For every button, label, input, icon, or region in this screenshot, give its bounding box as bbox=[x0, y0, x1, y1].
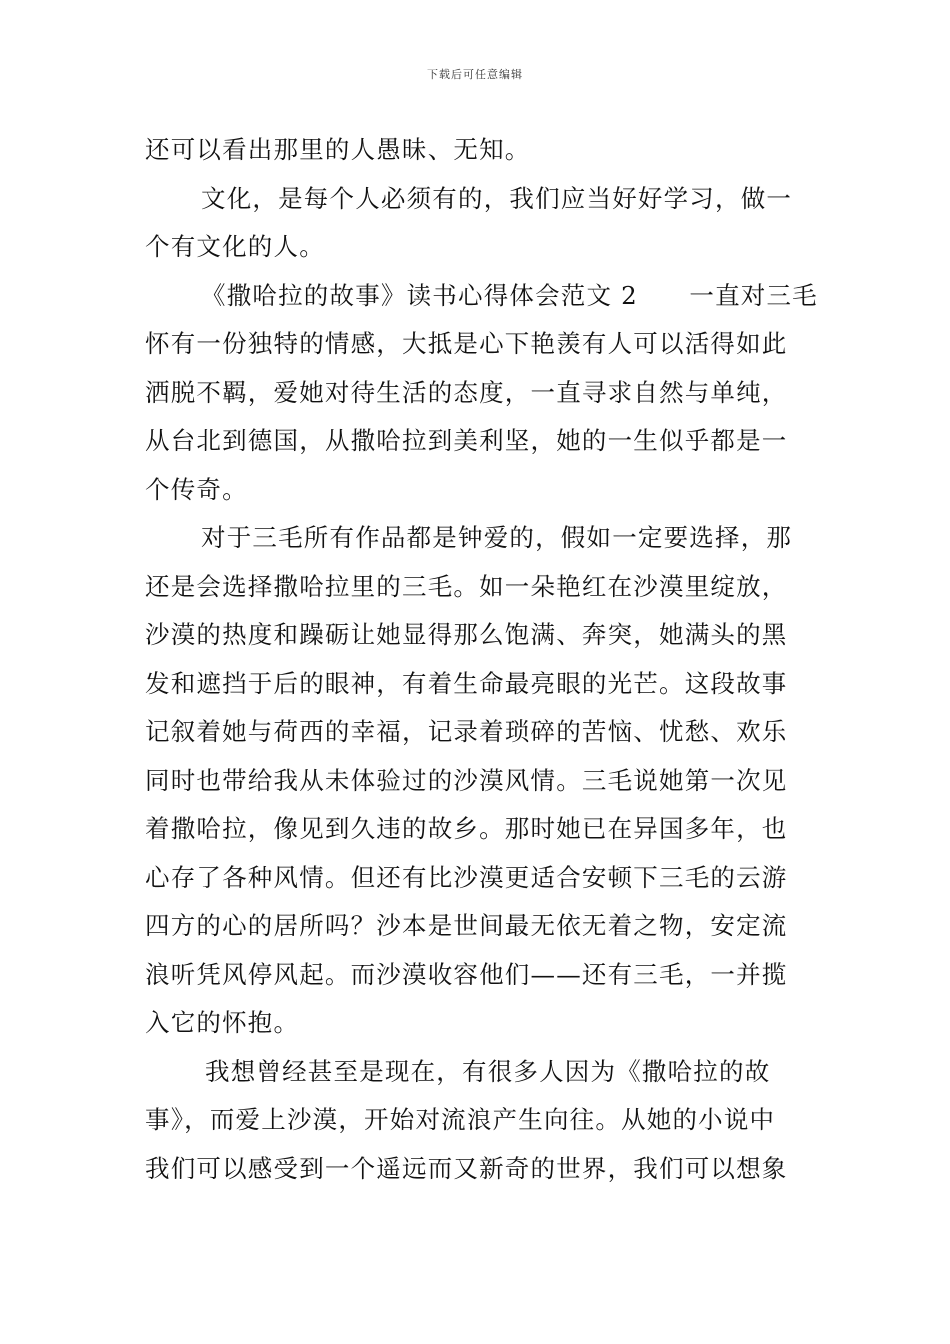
text-line: 浪听凭风停风起。而沙漠收容他们——还有三毛，一并揽 bbox=[145, 959, 788, 989]
text-line: 着撒哈拉，像见到久违的故乡。那时她已在异国多年，也 bbox=[145, 814, 788, 843]
text-line: 同时也带给我从未体验过的沙漠风情。三毛说她第一次见 bbox=[145, 765, 788, 795]
text-line: 我想曾经甚至是现在，有很多人因为《撒哈拉的故 bbox=[205, 1056, 771, 1086]
document-body bbox=[145, 126, 818, 1193]
text-line: 个传奇。 bbox=[145, 474, 248, 504]
text-line: 从台北到德国，从撒哈拉到美利坚，她的一生似乎都是一 bbox=[145, 426, 788, 455]
text-line: 还可以看出那里的人愚昧、无知。 bbox=[145, 135, 531, 164]
text-line: 文化，是每个人必须有的，我们应当好好学习，做一 bbox=[201, 183, 793, 213]
text-line: 事》，而爱上沙漠，开始对流浪产生向往。从她的小说中 bbox=[145, 1105, 776, 1134]
text-line: 我们可以感受到一个遥远而又新奇的世界，我们可以想象 bbox=[145, 1153, 788, 1183]
text-line: 发和遮挡于后的眼神，有着生命最亮眼的光芒。这段故事 bbox=[145, 668, 788, 698]
text-line: 入它的怀抱。 bbox=[145, 1008, 300, 1037]
text-line: 记叙着她与荷西的幸福，记录着琐碎的苦恼、忧愁、欢乐 bbox=[145, 717, 788, 746]
text-line: 还是会选择撒哈拉里的三毛。如一朵艳红在沙漠里绽放， bbox=[145, 571, 788, 601]
text-line: 个有文化的人。 bbox=[145, 232, 325, 261]
text-line: 心存了各种风情。但还有比沙漠更适合安顿下三毛的云游 bbox=[145, 862, 788, 892]
text-line: 怀有一份独特的情感，大抵是心下艳羡有人可以活得如此 bbox=[145, 329, 788, 358]
text-line: 《撒哈拉的故事》读书心得体会范文 2 一直对三毛 bbox=[201, 280, 818, 310]
text-line: 沙漠的热度和躁砺让她显得那么饱满、奔突，她满头的黑 bbox=[145, 620, 788, 649]
text-line: 对于三毛所有作品都是钟爱的，假如一定要选择，那 bbox=[201, 523, 793, 552]
text-line: 四方的心的居所吗？沙本是世间最无依无着之物，安定流 bbox=[145, 911, 788, 940]
page-header-note: 下载后可任意编辑 bbox=[427, 68, 523, 81]
text-line: 洒脱不羁，爱她对待生活的态度，一直寻求自然与单纯， bbox=[145, 377, 788, 407]
